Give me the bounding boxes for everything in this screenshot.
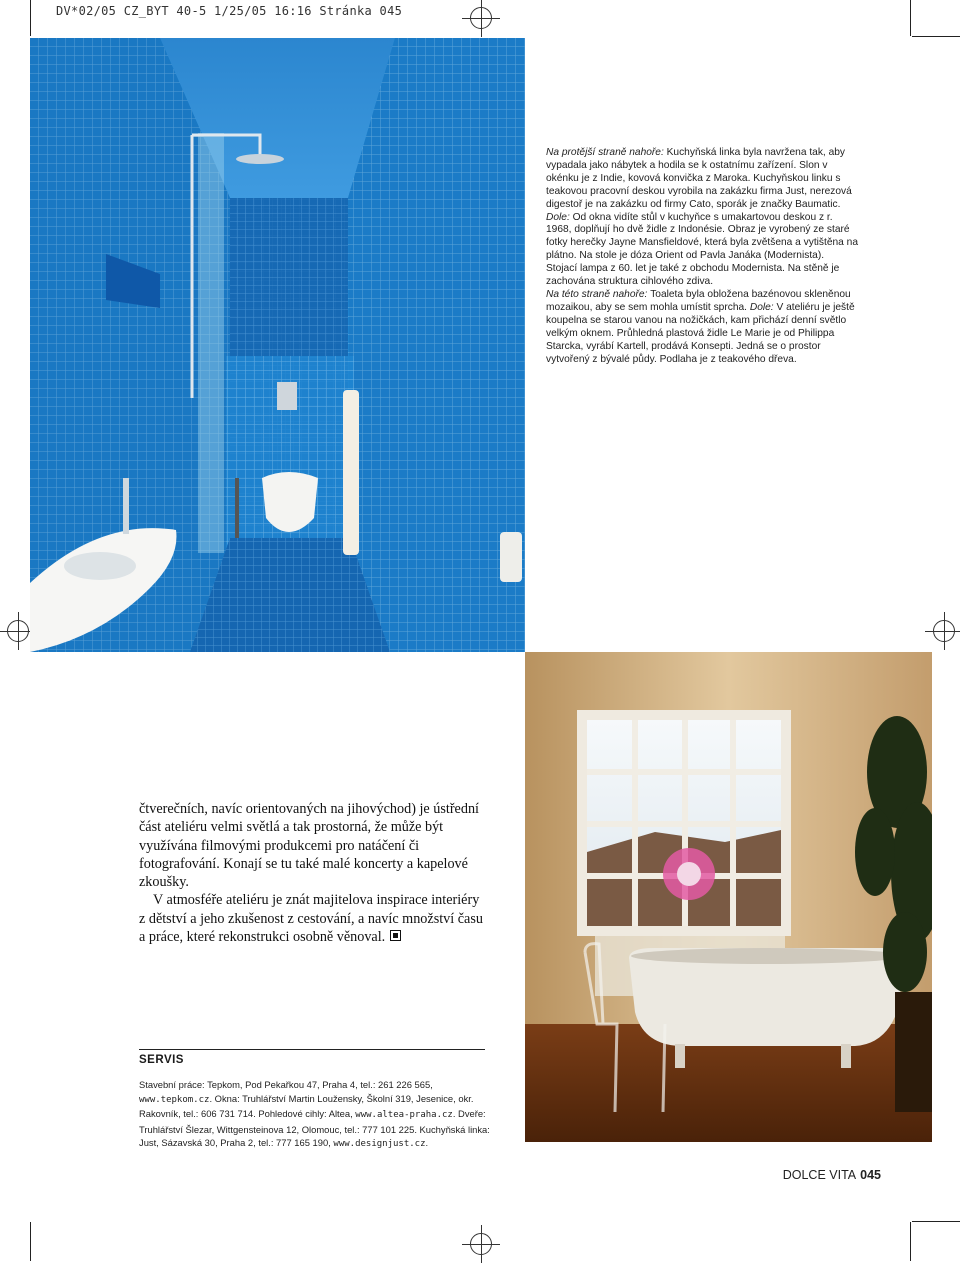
bathroom-illustration (30, 38, 525, 652)
caption-lead: Dole: (546, 211, 573, 223)
crop-mark (910, 0, 911, 36)
bathroom-photo (30, 38, 525, 652)
atelier-bath-photo (525, 652, 932, 1142)
printer-slug: DV*02/05 CZ_BYT 40-5 1/25/05 16:16 Stránka 045 (56, 4, 403, 18)
atelier-illustration (525, 652, 932, 1142)
body-paragraph: čtverečních, navíc orientovaných na jihovýchod) je ústřední část ateliéru velmi světlá a tak prostorná, že může být využívána filmovými produkcemi pro natáčení či fotografování. Konají se tu také malé koncerty a kapelové zkoušky. (139, 801, 479, 891)
page-number: 045 (860, 1168, 881, 1182)
servis-run: . (425, 1137, 429, 1149)
page-footer (783, 1168, 881, 1182)
magazine-name: DOLCE VITA (782, 1168, 857, 1182)
servis-divider (139, 1049, 485, 1050)
crop-mark (912, 1221, 960, 1222)
photo-captions (546, 147, 858, 366)
crop-mark (30, 0, 31, 36)
caption-lead: Dole: (749, 301, 777, 313)
body-paragraph-last (139, 891, 489, 946)
caption-text: Toaleta byla obložena bazénovou skleněnou mozaikou, aby se sem mohla umístit sprcha. (546, 288, 851, 313)
body-paragraph-text: V atmosféře ateliéru je znát majitelova inspirace interiéry z dětství a jeho zkušenost z cestování, a navíc množství času a práce, které rekonstrukci osobně věnoval. (139, 892, 483, 946)
servis-run: Stavební práce: Tepkom, Pod Pekařkou 47, Praha 4, tel.: 261 226 565, (139, 1079, 433, 1090)
caption-lead: Na protější straně nahoře: (546, 147, 667, 158)
caption-text: V ateliéru je ještě koupelna se starou vanou na nožičkách, kam přichází denní světlo velkým oknem. Průhledná plastová židle Le Marie je od Philippa Starcka, vyrábí Kartell, prodává Konsepti. Jedná se o prostor vytvořený z bývalé půdy. Podlaha je z teakového dřeva. (546, 301, 855, 365)
caption-kitchen (546, 147, 858, 289)
servis-link[interactable]: www.designjust.cz (333, 1139, 426, 1150)
registration-mark (7, 620, 29, 642)
caption-lead: Na této straně nahoře: (546, 288, 651, 300)
servis-text (139, 1078, 491, 1152)
end-mark-icon (390, 930, 401, 941)
crop-mark (910, 1222, 911, 1261)
crop-mark (30, 1222, 31, 1261)
registration-mark (470, 7, 492, 29)
servis-link[interactable]: www.altea-praha.cz (355, 1110, 453, 1121)
article-body (139, 800, 489, 946)
registration-mark (933, 620, 955, 642)
registration-mark (470, 1233, 492, 1255)
caption-bathroom (546, 289, 858, 366)
caption-text: Kuchyňská linka byla navržena tak, aby vypadala jako nábytek a hodila se k ostatnímu zařízení. Slon v okénku je z Indie, kovová konvička z Maroka. Kuchyňskou linku s teakovou pracovní deskou vyrobila na zakázku firma Just, nerezová digestoř je na zakázku od firmy Cato, sporák je značky Baumatic. (546, 147, 852, 210)
servis-run: . Okna: Truhlářství Martin Loužensky, Školní 319, Jesenice, okr. Rakovník, tel.: 606 731 714. Pohledové cihly: Altea, (139, 1092, 474, 1120)
servis-link[interactable]: www.tepkom.cz (139, 1094, 210, 1105)
servis-heading: SERVIS (139, 1054, 184, 1066)
caption-text: Od okna vidíte stůl v kuchyňce s umakartovou deskou z r. 1968, doplňují ho dvě židle z Indonésie. Obraz je vyrobený ze staré fotky herečky Jayne Mansfieldové, která byla zvětšena a vytištěna na plátno. Na stole je dóza Orient od Pavla Janáka (Modernista). Stojací lampa z 60. let je také z obchodu Modernista. Na stěně je zachována struktura cihlového zdiva. (546, 211, 859, 288)
servis-run: . Dveře: Truhlářství Šlezar, Wittgensteinova 12, Olomouc, tel.: 777 101 225. Kuchyňská linka: Just, Sázavská 30, Praha 2, tel.: 777 165 190, (139, 1108, 490, 1149)
crop-mark (912, 36, 960, 37)
